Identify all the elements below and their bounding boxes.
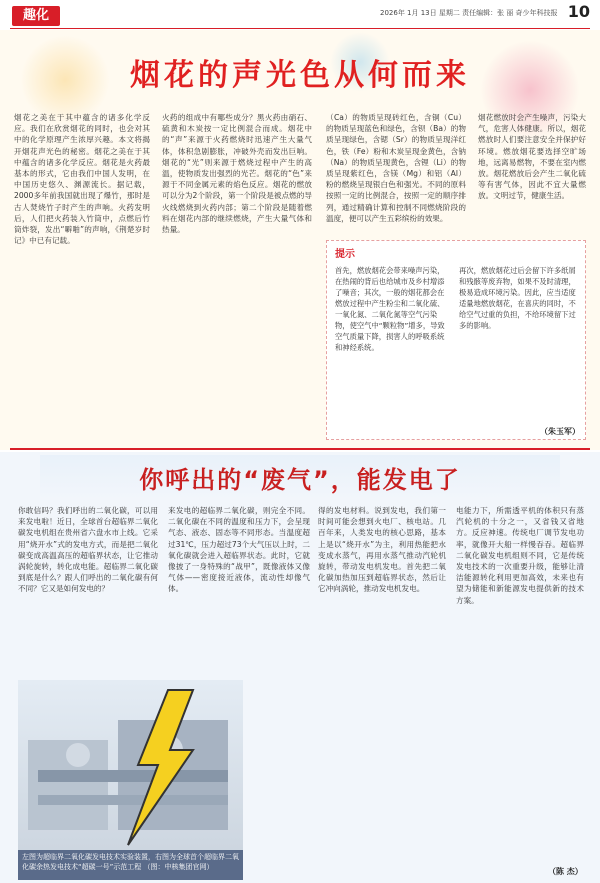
article1-column-1: 烟花之美在于其中蕴含的诸多化学反应。我们在欣赏烟花的同时，也会对其中的化学原理产生浓厚兴趣。本文将揭开烟花声光色的秘密。烟花之美在于其中蕴含的诸多化学反应。烟花是火药最基本的形式，它由我们中国人发明，在中国历史悠久、渊源流长。据记载，2000多年前我国就出现了爆竹，那时是古人焚烧竹子时产生的声响。火药发明后，人们把火药装入竹筒中，点燃后竹筒炸裂，发出“噼啪”的声响，《荆楚岁时记》中已有记载。 [14, 113, 150, 246]
tip-right-text: 再次，燃放烟花过后会留下许多纸屑和残骸等废弃物，如果不及时清理，极易造成环境污染。因此，应当适度适量地燃放烟花，在喜庆的同时，不给空气过重的负担，不给环境留下过多的影响。 [459, 266, 576, 330]
article2-column-3: 得的发电材料。说到发电，我们第一时间可能会想到火电厂、核电站。几百年来，人类发电的核心思路，基本上是以“烧开水”为主，利用热能把水变成水蒸气，再用水蒸气推动汽轮机旋转，带动发电机发电。首先把二氧化碳加热加压到超临界状态，然后让它冲向涡轮，推动发电机发电。 [318, 506, 446, 594]
caption-text: 左图为超临界二氧化碳发电技术实验装置，右图为全球首个超临界二氧化碳余热发电技术“超碳一号”示范工程 [22, 853, 239, 871]
article2-column-2: 来发电的超临界二氧化碳，则完全不同。二氧化碳在不同的温度和压力下，会呈现气态、液态、固态等不同形态。当温度超过31℃，压力超过73个大气压以上时，二氧化碳就会进入超临界状态。此时，它就像披了一身特殊的“战甲”，既像液体又像气体——密度接近液体，流动性却像气体。 [168, 506, 310, 594]
page-number: 10 [567, 2, 590, 21]
header-rule [10, 28, 590, 29]
article2-author: （陈 杰） [548, 867, 583, 876]
article1-column-4: 烟花燃放时会产生噪声，污染大气，危害人体健康。所以，烟花燃放时人们要注意安全并保护好环境。燃放烟花要选择空旷场地，远离易燃物，不要在室内燃放。烟花燃放后会产生二氧化硫等有害气体，因此不宜大量燃放。文明过节，健康生活。 [478, 113, 586, 201]
article2-column-4: 电能力下，所需透平机的体积只有蒸汽轮机的十分之一，又省钱又省地方。反应神速。传统电厂调节发电功率，就像开大船一样慢吞吞。超临界二氧化碳发电机组则不同，它是传统发电技术的一次重要升级，能够让清洁能源转化利用更加高效，未来也有望为储能和新能源发电提供新的技术方案。 [456, 506, 584, 605]
section-tag: 趣化 [12, 6, 60, 26]
tip-box [326, 240, 586, 440]
tip-left-text: 首先，燃放烟花会带来噪声污染，在热闹的背后也给城市及乡村增添了噪音；其次，一般的烟花都会在燃放过程中产生粉尘和二氧化硫、一氧化氮、二氧化氮等空气污染物，使空气中“颗粒物”增多，导致空气质量下降，损害人的呼吸系统和神经系统。 [335, 266, 445, 352]
article1-author: （朱玉军） [540, 427, 580, 436]
article1-title: 烟花的声光色从何而来 [130, 58, 470, 93]
power-plant-photo [18, 680, 243, 850]
article1-column-3: （Ca）的物质呈现砖红色，含铜（Cu）的物质呈现蓝色和绿色，含钡（Ba）的物质呈现绿色，含锶（Sr）的物质呈现洋红色，铁（Fe）粉和木炭呈现金黄色，含钠（Na）的物质呈现黄色，含锂（Li）的物质呈现紫红色，含镁（Mg）和铝（Al）粉的燃烧呈现银白色和强光。不同的原料按照一定的比例混合，按照一定的顺序排列，通过精确计算和控制不同燃烧阶段的温度，便可以产生五彩缤纷的效果。 [326, 113, 466, 223]
page-header [0, 0, 600, 30]
section-divider [10, 448, 590, 450]
photo-caption [18, 850, 243, 880]
article1-column-2: 火药的组成中有哪些成分？黑火药由硝石、硫黄和木炭按一定比例混合而成。烟花中的“声”来源于火药燃烧时迅速产生大量气体，体积急剧膨胀，冲破外壳而发出巨响。烟花的“光”则来源于燃烧过程中产生的高温，使物质发出强烈的光芒。烟花的“色”来源于不同金属元素的焰色反应。烟花的燃放可以分为2个阶段，第一个阶段是被点燃的导火线燃烧到火药内部；第二个阶段是随着燃料在烟花内部的继续燃烧，产生大量气体和热量。 [162, 113, 312, 235]
caption-credit: （图：中核集团官网） [143, 863, 214, 871]
tip-heading: 提示 [335, 249, 355, 260]
article2-column-1: 你敢信吗？我们呼出的二氧化碳，可以用来发电啦！近日，全球首台超临界二氧化碳发电机组在贵州省六盘水市上线。它采用“烧开水”式的发电方式，而是把二氧化碳变成高温高压的超临界状态，让它推动涡轮旋转，转化成电能。超临界二氧化碳到底是什么？跟人们呼出的二氧化碳有何不同？它又是如何发电的？ [18, 506, 158, 594]
article2-title: 你呼出的“废气”，能发电了 [139, 466, 461, 494]
plant-illustration [18, 680, 243, 850]
header-meta: 2026年 1月 13日 星期二 责任编辑：张 丽 奇少年科技报 [380, 9, 558, 17]
